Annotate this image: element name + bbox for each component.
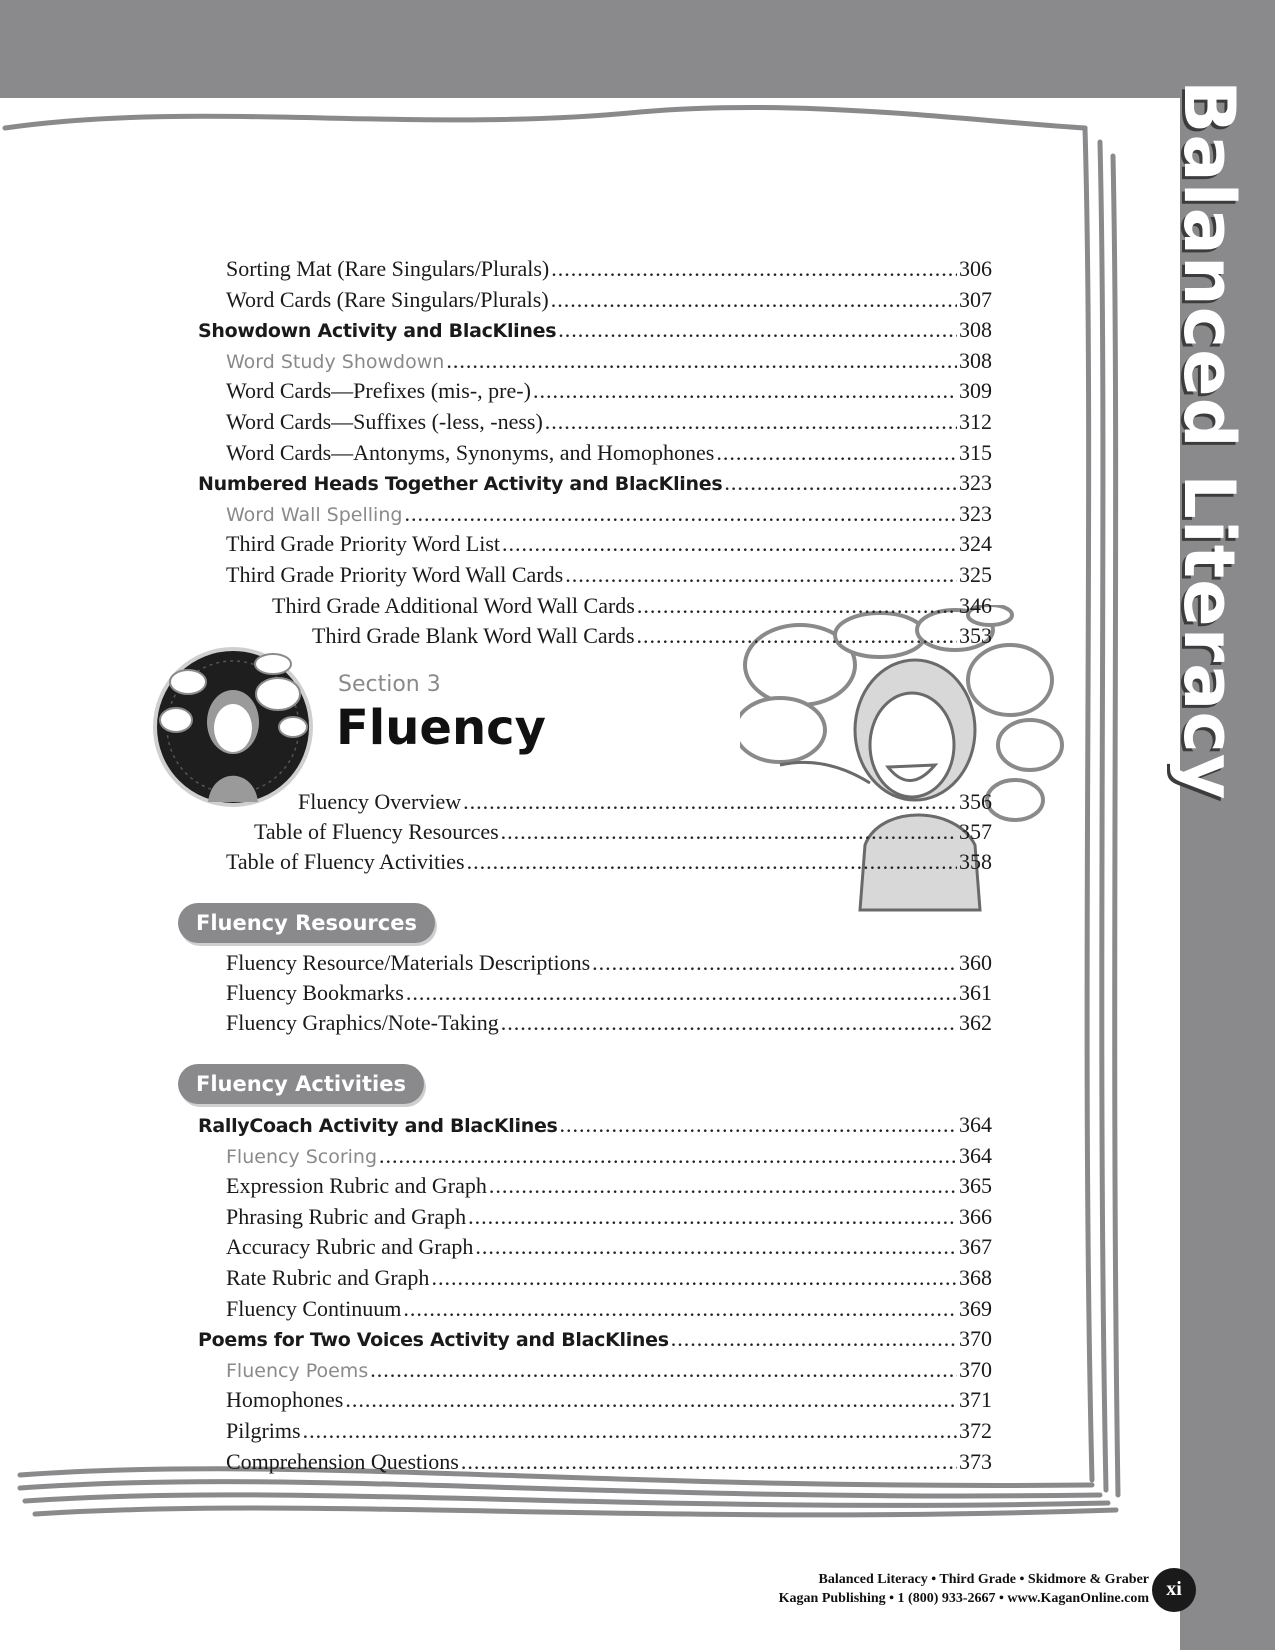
- dot-leader: [501, 1008, 957, 1038]
- toc-entry-page: 366: [959, 1203, 992, 1229]
- toc-entry-page: 361: [959, 980, 992, 1005]
- dot-leader: [724, 468, 957, 498]
- dot-leader: [403, 1294, 957, 1324]
- dot-leader: [545, 407, 957, 437]
- dot-leader: [551, 254, 957, 284]
- toc-entry: [226, 1294, 992, 1324]
- toc-entry-page: 353: [959, 623, 992, 649]
- toc-entry: [226, 847, 992, 877]
- toc-entry: [312, 621, 992, 651]
- toc-entry-label: Table of Fluency Resources: [254, 819, 499, 844]
- toc-entry-label: Fluency Graphics/Note-Taking: [226, 1010, 499, 1035]
- toc-entry-label: Word Cards—Antonyms, Synonyms, and Homophones: [226, 439, 715, 465]
- toc-entry-page: 360: [959, 950, 992, 975]
- toc-entry-page: 364: [959, 1142, 992, 1168]
- dot-leader: [467, 847, 957, 877]
- dot-leader: [379, 1141, 957, 1171]
- toc-entry-page: 368: [959, 1265, 992, 1290]
- toc-entry-label: Homophones: [226, 1387, 344, 1413]
- dot-leader: [533, 376, 957, 406]
- toc-entry: [226, 1171, 992, 1201]
- dot-leader: [446, 346, 957, 376]
- toc-entry-label: Showdown Activity and BlacKlines: [198, 320, 557, 343]
- dot-leader: [637, 621, 957, 651]
- toc-entry-page: 365: [959, 1173, 992, 1199]
- footer: [779, 1570, 1149, 1608]
- toc-entry-label: Third Grade Additional Word Wall Cards: [272, 592, 635, 618]
- section-label: Section 3: [338, 672, 441, 697]
- toc-entry-label: Expression Rubric and Graph: [226, 1173, 487, 1199]
- pill-fluency-activities: Fluency Activities: [178, 1064, 424, 1104]
- toc-entry: [226, 1416, 992, 1446]
- toc-entry-label: Poems for Two Voices Activity and BlacKlines: [198, 1329, 669, 1352]
- toc-entry-page: 346: [959, 592, 992, 618]
- toc-entry-label: Fluency Continuum: [226, 1295, 402, 1321]
- dot-leader: [345, 1385, 957, 1415]
- dot-leader: [501, 817, 957, 847]
- side-title: Balanced Literacy: [1168, 80, 1250, 801]
- toc-entry-page: 356: [959, 789, 992, 814]
- dot-leader: [461, 1447, 957, 1477]
- toc-entry-label: Third Grade Blank Word Wall Cards: [312, 623, 635, 649]
- section-badge-illustration: [148, 642, 318, 812]
- toc-entry: [198, 1110, 992, 1140]
- dot-leader: [551, 285, 957, 315]
- dot-leader: [560, 1110, 957, 1140]
- toc-entry-page: 308: [959, 317, 992, 343]
- dot-leader: [502, 529, 957, 559]
- toc-entry: [226, 254, 992, 284]
- toc-entry-label: Numbered Heads Together Activity and BlacKlines: [198, 473, 723, 496]
- toc-entry-label: Fluency Overview: [298, 789, 462, 814]
- toc-entry-page: 364: [959, 1112, 992, 1137]
- toc-entry: [226, 1447, 992, 1477]
- dot-leader: [404, 499, 957, 529]
- top-band: [0, 0, 1275, 98]
- dot-leader: [565, 560, 957, 590]
- dot-leader: [406, 978, 957, 1008]
- toc-entry: [198, 468, 992, 498]
- toc-entry-label: Third Grade Priority Word Wall Cards: [226, 562, 564, 587]
- dot-leader: [463, 787, 957, 817]
- toc-entry-label: Accuracy Rubric and Graph: [226, 1234, 474, 1260]
- toc-entry-page: 323: [959, 470, 992, 496]
- toc-entry-page: 315: [959, 439, 992, 465]
- toc-entry: [298, 787, 992, 817]
- dot-leader: [558, 315, 957, 345]
- toc-entry-page: 369: [959, 1295, 992, 1321]
- pill-fluency-resources: Fluency Resources: [178, 903, 435, 943]
- toc-entry: [226, 407, 992, 437]
- toc-entry-label: Fluency Bookmarks: [226, 980, 404, 1005]
- toc-entry-page: 357: [959, 819, 992, 844]
- toc-entry: [226, 948, 992, 978]
- toc-entry-label: Rate Rubric and Graph: [226, 1265, 430, 1290]
- footer-line-1: Balanced Literacy • Third Grade • Skidmore & Graber: [818, 1572, 1149, 1587]
- toc-entry-label: Fluency Resource/Materials Descriptions: [226, 950, 591, 975]
- toc-entry: [226, 1232, 992, 1262]
- toc-entry: [272, 591, 992, 621]
- dot-leader: [475, 1232, 957, 1262]
- toc-entry: [226, 438, 992, 468]
- toc-entry-label: Table of Fluency Activities: [226, 849, 465, 874]
- toc-entry: [226, 376, 992, 406]
- toc-entry-page: 371: [959, 1387, 992, 1413]
- toc-entry: [198, 1324, 992, 1354]
- toc-entry: [226, 285, 992, 315]
- dot-leader: [716, 438, 957, 468]
- dot-leader: [468, 1202, 957, 1232]
- toc-entry: [226, 499, 992, 529]
- toc-entry-page: 325: [959, 562, 992, 587]
- toc-entry-page: 309: [959, 378, 992, 404]
- toc-entry-page: 358: [959, 849, 992, 874]
- toc-entry-page: 372: [959, 1418, 992, 1443]
- toc-entry: [226, 1385, 992, 1415]
- toc-entry-label: Fluency Scoring: [226, 1145, 378, 1168]
- toc-entry-page: 312: [959, 409, 992, 434]
- dot-leader: [303, 1416, 957, 1446]
- toc-entry-page: 370: [959, 1356, 992, 1382]
- toc-entry: [226, 346, 992, 376]
- toc-entry: [226, 1202, 992, 1232]
- toc-entry: [254, 817, 992, 847]
- toc-entry-page: 373: [959, 1448, 992, 1474]
- toc-entry-page: 323: [959, 500, 992, 526]
- dot-leader: [637, 591, 957, 621]
- toc-entry-label: Word Cards—Suffixes (-less, -ness): [226, 409, 543, 434]
- toc-entry-page: 307: [959, 286, 992, 312]
- toc-entry: [226, 1355, 992, 1385]
- toc-entry: [226, 1141, 992, 1171]
- dot-leader: [592, 948, 957, 978]
- footer-line-2: Kagan Publishing • 1 (800) 933-2667 • www.KaganOnline.com: [778, 1591, 1149, 1606]
- toc-entry-label: RallyCoach Activity and BlacKlines: [198, 1115, 558, 1137]
- dot-leader: [370, 1355, 957, 1385]
- toc-entry-label: Word Cards (Rare Singulars/Plurals): [226, 286, 549, 312]
- toc-entry: [226, 978, 992, 1008]
- toc-entry-label: Word Study Showdown: [226, 350, 445, 373]
- section-title: Fluency: [336, 700, 546, 756]
- toc-entry-label: Comprehension Questions: [226, 1448, 459, 1474]
- toc-entry-page: 306: [959, 256, 992, 281]
- toc-entry-label: Fluency Poems: [226, 1359, 369, 1382]
- toc-entry-label: Sorting Mat (Rare Singulars/Plurals): [226, 256, 550, 281]
- toc-entry: [226, 529, 992, 559]
- toc-entry: [198, 315, 992, 345]
- toc-entry-page: 370: [959, 1326, 992, 1352]
- toc-entry-page: 308: [959, 347, 992, 373]
- dot-leader: [431, 1263, 957, 1293]
- page-number: xi: [1152, 1568, 1196, 1612]
- toc-entry: [226, 560, 992, 590]
- toc-entry: [226, 1263, 992, 1293]
- toc-entry-page: 362: [959, 1010, 992, 1035]
- toc-entry-label: Third Grade Priority Word List: [226, 531, 501, 557]
- toc-entry-page: 367: [959, 1234, 992, 1260]
- toc-entry: [226, 1008, 992, 1038]
- toc-entry-page: 324: [959, 531, 992, 557]
- toc-entry-label: Word Cards—Prefixes (mis-, pre-): [226, 378, 531, 404]
- dot-leader: [671, 1324, 957, 1354]
- toc-entry-label: Word Wall Spelling: [226, 503, 403, 526]
- toc-entry-label: Phrasing Rubric and Graph: [226, 1203, 467, 1229]
- toc-entry-label: Pilgrims: [226, 1418, 301, 1443]
- dot-leader: [489, 1171, 957, 1201]
